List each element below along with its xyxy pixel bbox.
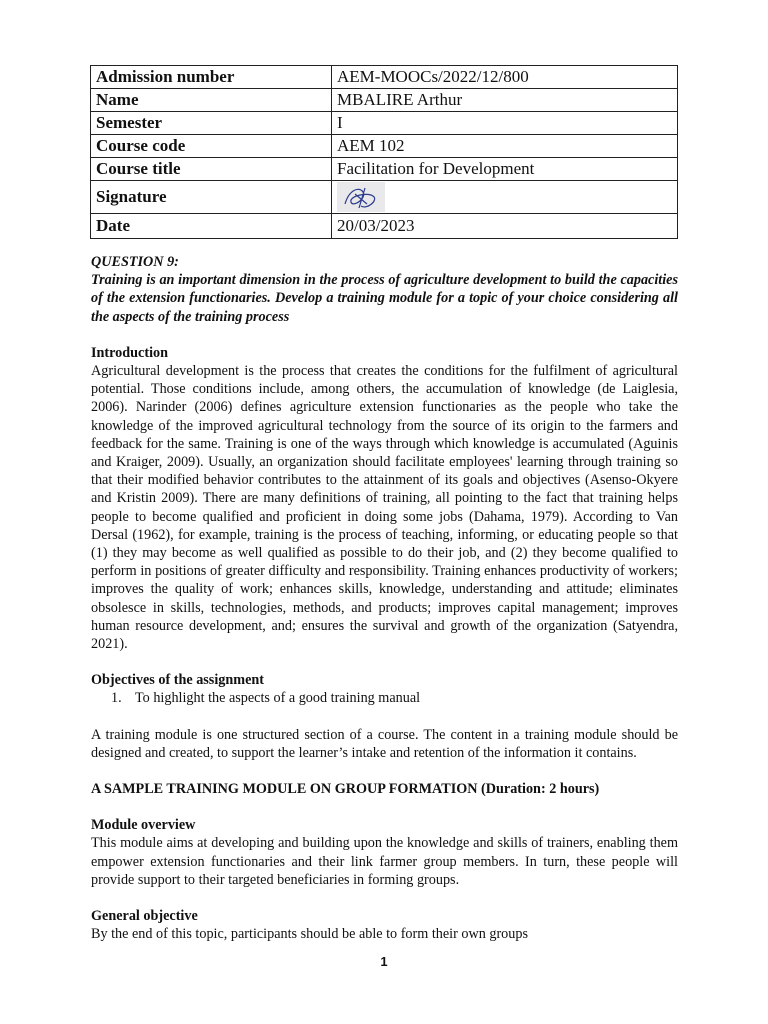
table-row	[91, 89, 678, 112]
module-paragraph: A training module is one structured section of a course. The content in a training module should be designed and created, to support the learner’s intake and retention of the information it contains.	[91, 726, 678, 761]
page-number: 1	[380, 954, 388, 969]
table-row	[91, 158, 678, 181]
spacer	[91, 653, 678, 671]
table-row	[91, 214, 678, 239]
list-text: To highlight the aspects of a good training manual	[135, 690, 421, 707]
spacer	[91, 762, 678, 780]
date-label: Date	[91, 214, 332, 239]
admission-number-value: AEM-MOOCs/2022/12/800	[332, 66, 678, 89]
semester-value: I	[332, 112, 678, 135]
overview-heading: Module overview	[91, 817, 196, 834]
semester-label: Semester	[91, 112, 332, 135]
course-title-label: Course title	[91, 158, 332, 181]
table-row	[91, 112, 678, 135]
spacer	[91, 326, 678, 344]
signature-scribble-icon	[337, 182, 385, 212]
document-body	[91, 253, 678, 944]
list-item	[91, 689, 678, 707]
name-label: Name	[91, 89, 332, 112]
general-objective-body: By the end of this topic, participants should be able to form their own groups	[91, 926, 528, 943]
date-value: 20/03/2023	[332, 214, 678, 239]
spacer	[91, 798, 678, 816]
introduction-body: Agricultural development is the process that creates the conditions for the fulfilment of agricultural potential. Those conditions include, among others, the accumulation of knowledge (de Laiglesia, 2006). Narinder (2006) defines agriculture extension functionaries as the people who take the knowledge of the improved agricultural technology from the source of its origin to the farmers and feedback for the same. Training is one of the ways through which knowledge is accumulated (Aguinis and Kraiger, 2009). Usually, an organization should facilitate employees' learning through training so that their modified behavior contributes to the attainment of its goals and objectives (Asenso-Okyere and Kristin 2009). There are many definitions of training, all pointing to the fact that training helps people to become qualified and proficient in doing some jobs (Dahama, 1979). According to Van Dersal (1962), for example, training is the process of teaching, informing, or educating people so that (1) they may become as well qualified as possible to do their job, and (2) they become qualified to perform in positions of greater difficulty and responsibility. Training enhances productivity of workers; improves the quality of work; enhances skills, knowledge, understanding and attitude; eliminates obsolesce in skills, technologies, methods, and products; improves capital management; improves human resource development, and; ensures the survival and growth of the organization (Satyendra, 2021).	[91, 363, 678, 653]
sample-module-heading: A SAMPLE TRAINING MODULE ON GROUP FORMATION (Duration: 2 hours)	[91, 781, 600, 798]
table-row	[91, 66, 678, 89]
course-code-label: Course code	[91, 135, 332, 158]
admission-number-label: Admission number	[91, 66, 332, 89]
student-info-table	[90, 65, 678, 239]
spacer	[91, 889, 678, 907]
signature-cell	[332, 181, 678, 214]
objectives-heading: Objectives of the assignment	[91, 672, 264, 689]
general-objective-heading: General objective	[91, 908, 198, 925]
course-title-value: Facilitation for Development	[332, 158, 678, 181]
question-title: QUESTION 9:	[91, 254, 179, 270]
overview-body: This module aims at developing and building upon the knowledge and skills of trainers, enabling them empower extension functionaries and their link farmer group members. In turn, these people will provide support to their targeted beneficiaries in forming groups.	[91, 835, 678, 888]
question-text: Training is an important dimension in the process of agriculture development to build the capacities of the extension functionaries. Develop a training module for a topic of your choice considering all the aspects of the training process	[91, 272, 678, 325]
signature-label: Signature	[91, 181, 332, 214]
name-value: MBALIRE Arthur	[332, 89, 678, 112]
spacer	[91, 708, 678, 726]
introduction-heading: Introduction	[91, 344, 168, 361]
signature-image	[337, 182, 385, 212]
course-code-value: AEM 102	[332, 135, 678, 158]
list-number: 1.	[111, 690, 122, 707]
table-row	[91, 135, 678, 158]
table-row	[91, 181, 678, 214]
